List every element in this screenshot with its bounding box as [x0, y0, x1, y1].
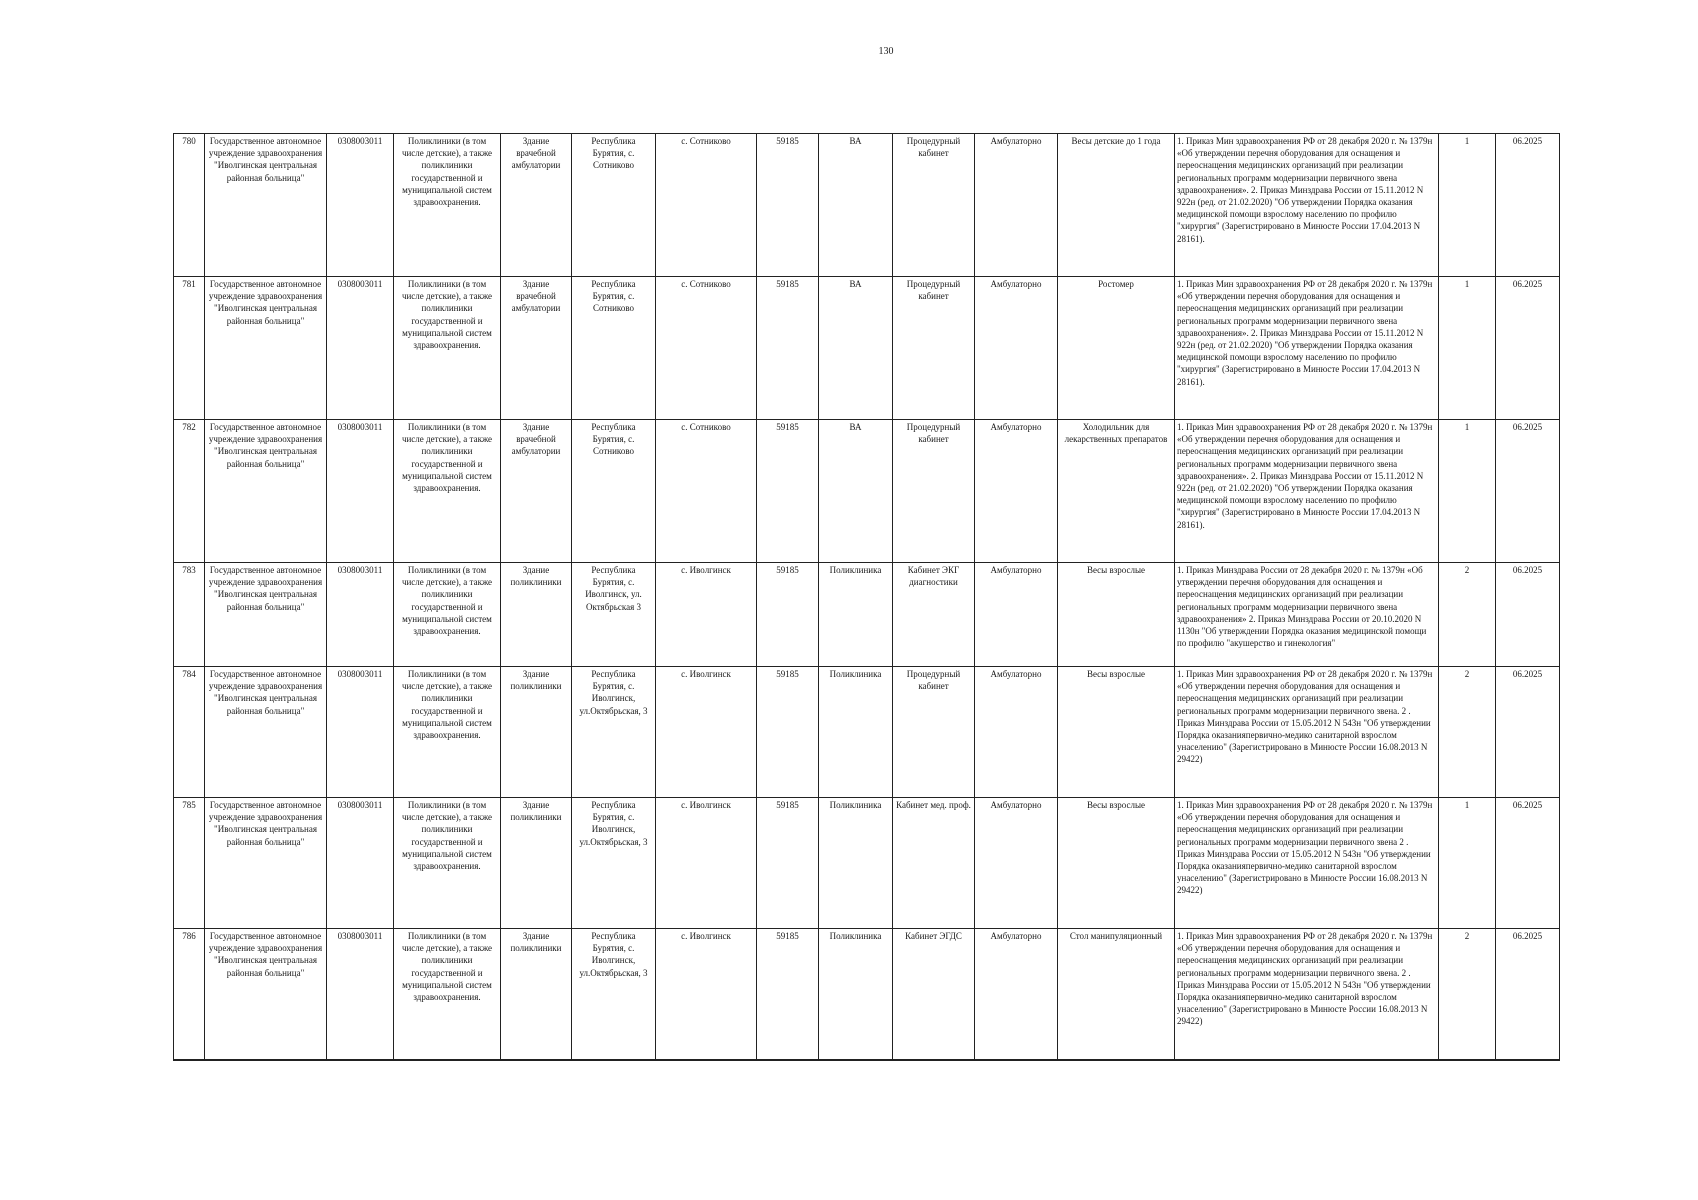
code-cell: 0308003011 [327, 277, 394, 420]
organization-cell: Государственное автономное учреждение здравоохранения "Иволгинская центральная районная больница" [205, 929, 327, 1061]
row-number-cell: 783 [174, 563, 205, 667]
legal-basis-cell: 1. Приказ Мин здравоохранения РФ от 28 декабря 2020 г. № 1379н «Об утверждении перечня оборудования для оснащения и переоснащения медицинских организаций при реализации региональных программ модернизации первичного звена. 2 . Приказ Минздрава России от 15.05.2012 N 543н "Об утверждении Порядка оказанияпервично-медико санитарной взрослом унаселению" (Зарегистрировано в Минюсте России 16.08.2013 N 29422) [1175, 667, 1439, 798]
facility-type-cell: Поликлиники (в том числе детские), а также поликлиники государственной и муниципальной систем здравоохранения. [394, 929, 501, 1061]
index-cell: 59185 [757, 277, 819, 420]
facility-type-cell: Поликлиники (в том числе детские), а также поликлиники государственной и муниципальной систем здравоохранения. [394, 134, 501, 277]
unit-cell: Поликлиника [819, 929, 893, 1061]
organization-cell: Государственное автономное учреждение здравоохранения "Иволгинская центральная районная больница" [205, 667, 327, 798]
building-cell: Здание поликлиники [501, 929, 572, 1061]
room-cell: Кабинет ЭГДС [893, 929, 975, 1061]
room-cell: Процедурный кабинет [893, 134, 975, 277]
facility-type-cell: Поликлиники (в том числе детские), а также поликлиники государственной и муниципальной систем здравоохранения. [394, 277, 501, 420]
locality-cell: с. Иволгинск [656, 798, 757, 929]
organization-cell: Государственное автономное учреждение здравоохранения "Иволгинская центральная районная больница" [205, 134, 327, 277]
row-number-cell: 785 [174, 798, 205, 929]
mode-cell: Амбулаторно [975, 929, 1058, 1061]
building-cell: Здание врачебной амбулатории [501, 134, 572, 277]
legal-basis-cell: 1. Приказ Мин здравоохранения РФ от 28 декабря 2020 г. № 1379н «Об утверждении перечня оборудования для оснащения и переоснащения медицинских организаций при реализации региональных программ модернизации первичного звена 2 . Приказ Минздрава России от 15.05.2012 N 543н "Об утверждении Порядка оказанияпервично-медико санитарной взрослом унаселению" (Зарегистрировано в Минюсте России 16.08.2013 N 29422) [1175, 798, 1439, 929]
index-cell: 59185 [757, 134, 819, 277]
quantity-cell: 1 [1439, 798, 1496, 929]
room-cell: Процедурный кабинет [893, 667, 975, 798]
code-cell: 0308003011 [327, 929, 394, 1061]
facility-type-cell: Поликлиники (в том числе детские), а также поликлиники государственной и муниципальной систем здравоохранения. [394, 563, 501, 667]
quantity-cell: 1 [1439, 134, 1496, 277]
legal-basis-cell: 1. Приказ Мин здравоохранения РФ от 28 декабря 2020 г. № 1379н «Об утверждении перечня оборудования для оснащения и переоснащения медицинских организаций при реализации региональных программ модернизации первичного звена. 2 . Приказ Минздрава России от 15.05.2012 N 543н "Об утверждении Порядка оказанияпервично-медико санитарной взрослом унаселению" (Зарегистрировано в Минюсте России 16.08.2013 N 29422) [1175, 929, 1439, 1061]
equipment-cell: Весы взрослые [1058, 667, 1175, 798]
building-cell: Здание поликлиники [501, 667, 572, 798]
table-row [174, 798, 1560, 929]
building-cell: Здание врачебной амбулатории [501, 420, 572, 563]
unit-cell: ВА [819, 134, 893, 277]
equipment-cell: Ростомер [1058, 277, 1175, 420]
page-number: 130 [878, 46, 894, 57]
date-cell: 06.2025 [1496, 667, 1560, 798]
mode-cell: Амбулаторно [975, 667, 1058, 798]
address-cell: Республика Бурятия, с. Иволгинск, ул.Октябрьская, 3 [572, 667, 656, 798]
room-cell: Кабинет мед. проф. [893, 798, 975, 929]
quantity-cell: 2 [1439, 563, 1496, 667]
unit-cell: ВА [819, 420, 893, 563]
address-cell: Республика Бурятия, с. Иволгинск, ул. Октябрьская 3 [572, 563, 656, 667]
room-cell: Кабинет ЭКГ диагностики [893, 563, 975, 667]
room-cell: Процедурный кабинет [893, 420, 975, 563]
unit-cell: Поликлиника [819, 798, 893, 929]
facility-type-cell: Поликлиники (в том числе детские), а также поликлиники государственной и муниципальной систем здравоохранения. [394, 420, 501, 563]
code-cell: 0308003011 [327, 563, 394, 667]
address-cell: Республика Бурятия, с. Иволгинск, ул.Октябрьская, 3 [572, 798, 656, 929]
code-cell: 0308003011 [327, 667, 394, 798]
mode-cell: Амбулаторно [975, 134, 1058, 277]
table-row [174, 420, 1560, 563]
quantity-cell: 2 [1439, 929, 1496, 1061]
date-cell: 06.2025 [1496, 798, 1560, 929]
row-number-cell: 781 [174, 277, 205, 420]
quantity-cell: 2 [1439, 667, 1496, 798]
facility-type-cell: Поликлиники (в том числе детские), а также поликлиники государственной и муниципальной систем здравоохранения. [394, 667, 501, 798]
building-cell: Здание поликлиники [501, 563, 572, 667]
code-cell: 0308003011 [327, 134, 394, 277]
locality-cell: с. Сотниково [656, 420, 757, 563]
mode-cell: Амбулаторно [975, 420, 1058, 563]
quantity-cell: 1 [1439, 420, 1496, 563]
row-number-cell: 782 [174, 420, 205, 563]
code-cell: 0308003011 [327, 798, 394, 929]
date-cell: 06.2025 [1496, 563, 1560, 667]
date-cell: 06.2025 [1496, 929, 1560, 1061]
mode-cell: Амбулаторно [975, 798, 1058, 929]
unit-cell: ВА [819, 277, 893, 420]
equipment-table [173, 133, 1560, 1061]
address-cell: Республика Бурятия, с. Сотниково [572, 277, 656, 420]
row-number-cell: 784 [174, 667, 205, 798]
mode-cell: Амбулаторно [975, 563, 1058, 667]
date-cell: 06.2025 [1496, 277, 1560, 420]
legal-basis-cell: 1. Приказ Мин здравоохранения РФ от 28 декабря 2020 г. № 1379н «Об утверждении перечня оборудования для оснащения и переоснащения медицинских организаций при реализации региональных программ модернизации первичного звена здравоохранения». 2. Приказ Минздрава России от 15.11.2012 N 922н (ред. от 21.02.2020) "Об утверждении Порядка оказания медицинской помощи взрослому населению по профилю "хирургия" (Зарегистрировано в Минюсте России 17.04.2013 N 28161). [1175, 277, 1439, 420]
mode-cell: Амбулаторно [975, 277, 1058, 420]
index-cell: 59185 [757, 420, 819, 563]
locality-cell: с. Сотниково [656, 134, 757, 277]
equipment-cell: Стол манипуляционный [1058, 929, 1175, 1061]
date-cell: 06.2025 [1496, 134, 1560, 277]
index-cell: 59185 [757, 798, 819, 929]
table-row [174, 134, 1560, 277]
legal-basis-cell: 1. Приказ Мин здравоохранения РФ от 28 декабря 2020 г. № 1379н «Об утверждении перечня оборудования для оснащения и переоснащения медицинских организаций при реализации региональных программ модернизации первичного звена здравоохранения». 2. Приказ Минздрава России от 15.11.2012 N 922н (ред. от 21.02.2020) "Об утверждении Порядка оказания медицинской помощи взрослому населению по профилю "хирургия" (Зарегистрировано в Минюсте России 17.04.2013 N 28161). [1175, 420, 1439, 563]
table-row [174, 929, 1560, 1061]
table-row [174, 667, 1560, 798]
locality-cell: с. Сотниково [656, 277, 757, 420]
address-cell: Республика Бурятия, с. Сотниково [572, 420, 656, 563]
unit-cell: Поликлиника [819, 563, 893, 667]
building-cell: Здание врачебной амбулатории [501, 277, 572, 420]
equipment-cell: Весы взрослые [1058, 798, 1175, 929]
equipment-cell: Холодильник для лекарственных препаратов [1058, 420, 1175, 563]
row-number-cell: 780 [174, 134, 205, 277]
code-cell: 0308003011 [327, 420, 394, 563]
date-cell: 06.2025 [1496, 420, 1560, 563]
locality-cell: с. Иволгинск [656, 929, 757, 1061]
equipment-cell: Весы взрослые [1058, 563, 1175, 667]
organization-cell: Государственное автономное учреждение здравоохранения "Иволгинская центральная районная больница" [205, 277, 327, 420]
equipment-cell: Весы детские до 1 года [1058, 134, 1175, 277]
locality-cell: с. Иволгинск [656, 667, 757, 798]
organization-cell: Государственное автономное учреждение здравоохранения "Иволгинская центральная районная больница" [205, 420, 327, 563]
organization-cell: Государственное автономное учреждение здравоохранения "Иволгинская центральная районная больница" [205, 798, 327, 929]
building-cell: Здание поликлиники [501, 798, 572, 929]
address-cell: Республика Бурятия, с. Сотниково [572, 134, 656, 277]
table-row [174, 563, 1560, 667]
locality-cell: с. Иволгинск [656, 563, 757, 667]
legal-basis-cell: 1. Приказ Минздрава России от 28 декабря 2020 г. № 1379н «Об утверждении перечня оборудования для оснащения и переоснащения медицинских организаций при реализации региональных программ модернизации первичного звена здравоохранения» 2. Приказ Минздрава России от 20.10.2020 N 1130н "Об утверждении Порядка оказания медицинской помощи по профилю "акушерство и гинекология" [1175, 563, 1439, 667]
index-cell: 59185 [757, 929, 819, 1061]
row-number-cell: 786 [174, 929, 205, 1061]
index-cell: 59185 [757, 563, 819, 667]
table-row [174, 277, 1560, 420]
room-cell: Процедурный кабинет [893, 277, 975, 420]
table-body [174, 134, 1560, 1061]
unit-cell: Поликлиника [819, 667, 893, 798]
index-cell: 59185 [757, 667, 819, 798]
facility-type-cell: Поликлиники (в том числе детские), а также поликлиники государственной и муниципальной систем здравоохранения. [394, 798, 501, 929]
address-cell: Республика Бурятия, с. Иволгинск, ул.Октябрьская, 3 [572, 929, 656, 1061]
quantity-cell: 1 [1439, 277, 1496, 420]
legal-basis-cell: 1. Приказ Мин здравоохранения РФ от 28 декабря 2020 г. № 1379н «Об утверждении перечня оборудования для оснащения и переоснащения медицинских организаций при реализации региональных программ модернизации первичного звена здравоохранения». 2. Приказ Минздрава России от 15.11.2012 N 922н (ред. от 21.02.2020) "Об утверждении Порядка оказания медицинской помощи взрослому населению по профилю "хирургия" (Зарегистрировано в Минюсте России 17.04.2013 N 28161). [1175, 134, 1439, 277]
organization-cell: Государственное автономное учреждение здравоохранения "Иволгинская центральная районная больница" [205, 563, 327, 667]
